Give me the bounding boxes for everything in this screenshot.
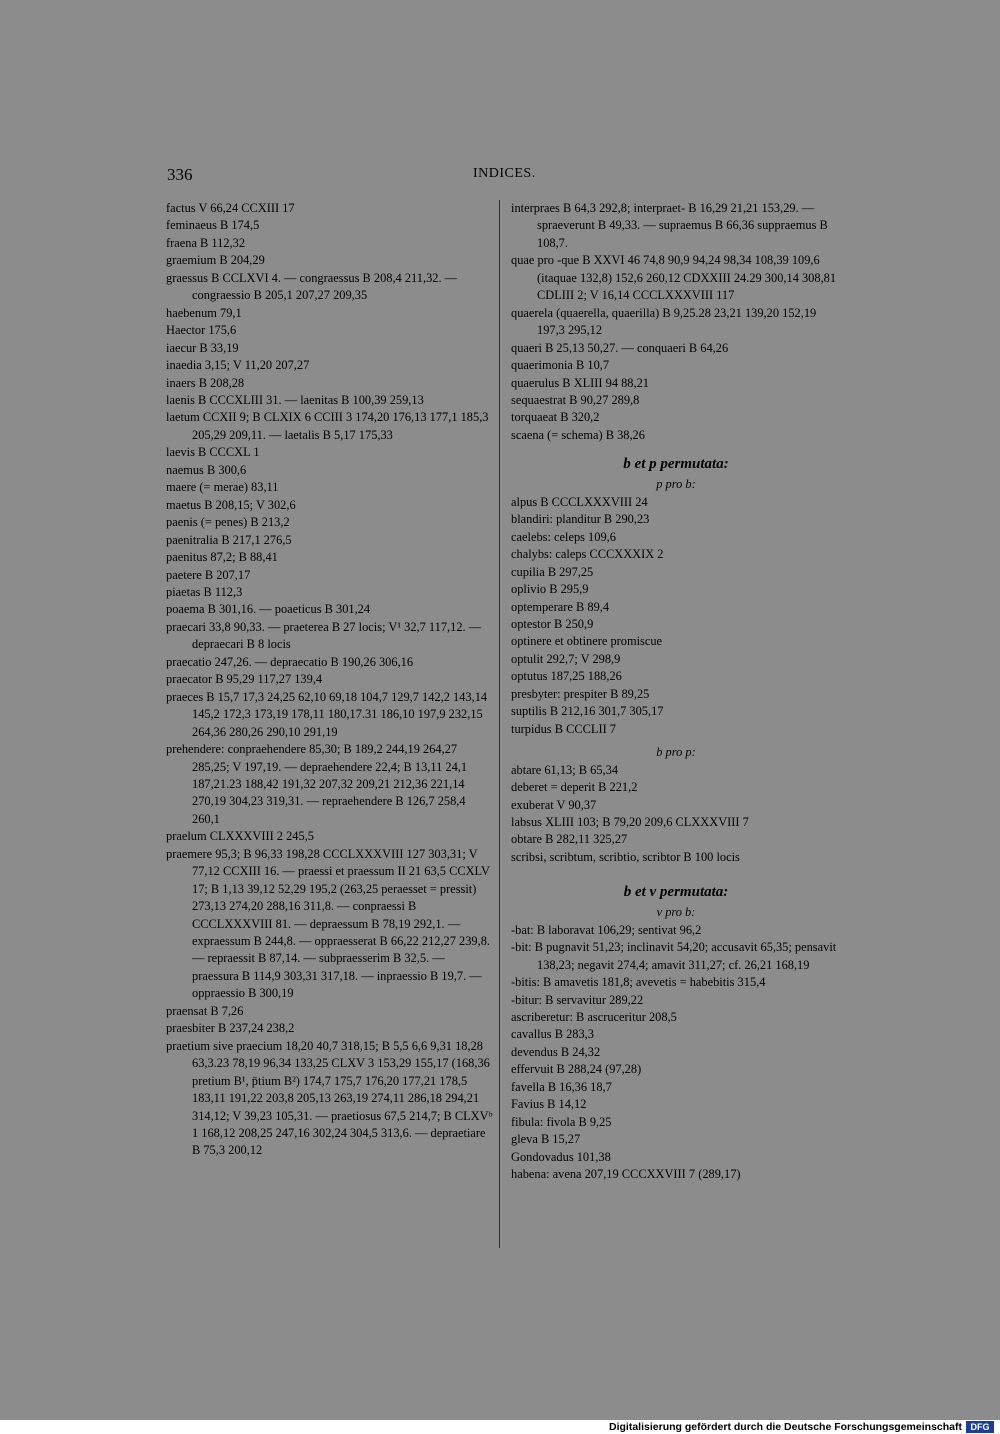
entry-headword: cupilia bbox=[511, 564, 545, 579]
entry-references: (= penes) B 213,2 bbox=[197, 515, 290, 530]
index-entry bbox=[511, 974, 841, 991]
index-entry bbox=[511, 616, 841, 633]
entry-headword: graessus bbox=[166, 270, 208, 285]
entry-headword: optutus bbox=[511, 669, 548, 684]
subsection-title-v-pro-b: v pro b: bbox=[656, 905, 696, 920]
entry-headword: abtare bbox=[511, 762, 542, 777]
index-entry bbox=[166, 654, 494, 671]
entry-headword: factus bbox=[166, 201, 196, 215]
entry-headword: praelum bbox=[166, 829, 207, 844]
entry-references: B 25,13 50,27. — conquaeri B 64,26 bbox=[541, 340, 729, 355]
index-entry bbox=[166, 200, 494, 217]
entry-headword: paenis bbox=[166, 515, 198, 530]
index-entry bbox=[166, 357, 494, 374]
entry-references: B pugnavit 51,23; inclinavit 54,20; accusavit 65,35; pensavit 138,23; negavit 274,4; amavit 311,27; cf. 26,21 168,19 bbox=[531, 940, 837, 972]
entry-headword: chalybs: bbox=[511, 547, 553, 562]
footer-bar bbox=[0, 1420, 1000, 1434]
subsection-title-p-pro-b: p pro b: bbox=[656, 477, 696, 492]
entry-headword: oplivio bbox=[511, 582, 547, 597]
entry-headword: favella bbox=[511, 1079, 545, 1094]
index-entry bbox=[511, 779, 841, 796]
entry-headword: Haector bbox=[166, 323, 206, 338]
entry-headword: presbyter: bbox=[511, 686, 561, 701]
section-title-bp: b et p permutata: bbox=[623, 456, 729, 473]
index-entry bbox=[511, 1026, 841, 1043]
entry-references: B 297,25 bbox=[544, 564, 594, 579]
entry-references: B servavitur 289,22 bbox=[541, 992, 644, 1007]
entry-references: B CCLXVI 4. — congraessus B 208,4 211,32. — congraessio B 205,1 207,27 209,35 bbox=[192, 270, 458, 303]
index-entry bbox=[511, 1114, 841, 1131]
left-column bbox=[166, 200, 494, 1160]
entry-references: B 282,11 325,27 bbox=[541, 832, 628, 847]
entry-references: 3,15; V 11,20 207,27 bbox=[201, 358, 310, 373]
index-entry bbox=[511, 1044, 841, 1061]
entry-references: 175,6 bbox=[205, 323, 237, 338]
index-entry bbox=[166, 514, 494, 531]
index-entry bbox=[166, 252, 494, 269]
entry-references: B 33,19 bbox=[196, 340, 239, 355]
index-entry bbox=[166, 671, 494, 688]
entries-v-pro-b bbox=[511, 922, 841, 1184]
entry-references: et obtinere promiscue bbox=[551, 634, 663, 649]
entry-references: B 207,17 bbox=[201, 567, 251, 582]
index-entry bbox=[511, 992, 841, 1009]
index-entry bbox=[166, 741, 494, 828]
entry-headword: deberet bbox=[511, 780, 548, 795]
entry-references: 61,13; B 65,34 bbox=[541, 762, 619, 777]
entry-headword: prehendere: bbox=[166, 742, 225, 757]
entry-references: B 14,12 bbox=[544, 1097, 587, 1112]
entry-references: B 250,9 bbox=[550, 616, 594, 631]
entry-headword: laetum bbox=[166, 410, 200, 425]
entry-headword: quae bbox=[511, 253, 535, 268]
entry-references: 33,8 90,33. — praeterea B 27 locis; V¹ 32,7 117,12. — depraecari B 8 locis bbox=[192, 619, 482, 652]
entry-references: B 204,29 bbox=[216, 253, 265, 268]
entry-references: (= merae) 83,11 bbox=[196, 480, 279, 495]
entry-headword: maere bbox=[166, 480, 197, 495]
entry-headword: quaerela bbox=[511, 305, 553, 320]
entry-headword: -bit: bbox=[511, 940, 532, 955]
entry-references: B CCCXLIII 31. — laenitas B 100,39 259,13 bbox=[194, 392, 424, 407]
entry-headword: optemperare bbox=[511, 599, 573, 614]
entry-references: (= schema) B 38,26 bbox=[544, 427, 645, 442]
entry-references: B 208,15; V 302,6 bbox=[201, 497, 296, 512]
entry-headword: suptilis bbox=[511, 704, 547, 719]
index-entry bbox=[511, 939, 841, 974]
index-entry bbox=[166, 305, 494, 322]
entries-b-pro-p bbox=[511, 762, 841, 867]
entry-headword: quaeri bbox=[511, 340, 542, 355]
entry-headword: fraena bbox=[166, 235, 197, 250]
index-entry bbox=[166, 567, 494, 584]
entry-references: 247,26. — depraecatio B 190,26 306,16 bbox=[211, 654, 414, 669]
index-entry bbox=[511, 200, 841, 252]
entry-references: celeps 109,6 bbox=[550, 529, 616, 544]
index-entry bbox=[511, 340, 841, 357]
entry-headword: poaema bbox=[166, 602, 205, 617]
entry-references: B 64,3 292,8; interpraet- B 16,29 21,21 153,29. — spraeverunt B 49,33. — supraemus B 66,36 suppraemus B 108,7. bbox=[537, 201, 828, 250]
entry-references: V 66,24 CCXIII 17 bbox=[195, 201, 295, 215]
entry-references: 87,2; B 88,41 bbox=[207, 550, 278, 565]
index-entry bbox=[166, 217, 494, 234]
entry-headword: graemium bbox=[166, 253, 217, 268]
entry-headword: praecator bbox=[166, 672, 213, 687]
index-entry bbox=[511, 922, 841, 939]
entry-headword: feminaeus bbox=[166, 218, 217, 233]
entry-references: CCXII 9; B CLXIX 6 CCIII 3 174,20 176,13 177,1 185,3 205,29 209,11. — laetalis B 5,17 175,33 bbox=[192, 410, 489, 442]
entry-headword: haebenum bbox=[166, 305, 217, 320]
index-entry bbox=[166, 1020, 494, 1037]
entry-headword: piaetas bbox=[166, 584, 201, 599]
entry-references: B 320,2 bbox=[557, 410, 600, 425]
entry-headword: inaedia bbox=[166, 358, 202, 373]
entry-references: B 212,16 301,7 305,17 bbox=[546, 704, 664, 719]
index-entry bbox=[511, 409, 841, 426]
entry-headword: praetium bbox=[166, 1038, 211, 1053]
entry-headword: sequaestrat bbox=[511, 392, 567, 407]
index-entry bbox=[511, 1096, 841, 1113]
entry-references: B XLIII 94 88,21 bbox=[559, 375, 649, 390]
entry-references: B 112,32 bbox=[196, 235, 246, 250]
index-entry bbox=[511, 814, 841, 831]
index-entry bbox=[166, 235, 494, 252]
entry-references: B 89,4 bbox=[572, 599, 610, 614]
entry-references: 101,38 bbox=[573, 1149, 611, 1164]
index-entry bbox=[511, 511, 841, 528]
index-entry bbox=[166, 846, 494, 1003]
index-entry bbox=[166, 322, 494, 339]
entry-headword: quaerulus bbox=[511, 375, 560, 390]
entry-references: 292,7; V 298,9 bbox=[543, 651, 621, 666]
index-entry bbox=[166, 409, 494, 444]
entry-references: B 300,6 bbox=[203, 462, 247, 477]
entry-references: B 217,1 276,5 bbox=[218, 532, 292, 547]
index-entry bbox=[511, 1149, 841, 1166]
entry-references: B 95,29 117,27 139,4 bbox=[212, 672, 323, 687]
entry-headword: paetere bbox=[166, 567, 202, 582]
entry-headword: exuberat bbox=[511, 797, 554, 812]
entry-references: XLIII 103; B 79,20 209,6 CLXXXVIII 7 bbox=[541, 814, 749, 829]
index-entry bbox=[166, 828, 494, 845]
right-column bbox=[511, 200, 841, 1184]
entry-references: caleps CCCXXXIX 2 bbox=[552, 547, 664, 562]
entry-headword: habena: bbox=[511, 1167, 550, 1182]
index-entry bbox=[166, 270, 494, 305]
entry-references: conpraehendere 85,30; B 189,2 244,19 264,27 285,25; V 197,19. — depraehendere 22,4; B 13,11 24,1 187,21.23 188,42 191,32 207,32 209,21 212,36 221,14 270,19 304,23 319,31. — repraehendere B 126,7 258,4 260,1 bbox=[192, 742, 468, 826]
entry-references: B 16,36 18,7 bbox=[544, 1079, 612, 1094]
entry-headword: laevis bbox=[166, 445, 195, 460]
entry-references: B CCCXL 1 bbox=[194, 445, 260, 460]
right-top-entries bbox=[511, 200, 841, 444]
entry-references: V 90,37 bbox=[553, 797, 597, 812]
entry-references: B CCCLII 7 bbox=[551, 721, 616, 736]
index-entry bbox=[511, 849, 841, 866]
entry-references: fivola B 9,25 bbox=[543, 1114, 612, 1129]
entry-references: B 112,3 bbox=[200, 584, 243, 599]
entry-references: planditur B 290,23 bbox=[552, 512, 650, 527]
entry-references: (quaerella, quaerilla) B 9,25.28 23,21 139,20 152,19 197,3 295,12 bbox=[537, 305, 817, 338]
entry-headword: optestor bbox=[511, 616, 551, 631]
index-entry bbox=[511, 1131, 841, 1148]
index-entry bbox=[511, 427, 841, 444]
entry-references: B 237,24 238,2 bbox=[214, 1021, 295, 1036]
entry-headword: Gondovadus bbox=[511, 1149, 574, 1164]
entry-headword: naemus bbox=[166, 462, 204, 477]
entry-references: avena 207,19 CCCXXVIII 7 (289,17) bbox=[549, 1167, 741, 1182]
entry-headword: scribsi, bbox=[511, 849, 547, 864]
entry-references: CLXXXVIII 2 245,5 bbox=[206, 829, 314, 844]
entry-references: B 208,28 bbox=[195, 375, 245, 390]
entry-headword: gleva bbox=[511, 1132, 538, 1147]
index-entry bbox=[511, 686, 841, 703]
entry-headword: fibula: bbox=[511, 1114, 544, 1129]
entry-references: B 90,27 289,8 bbox=[566, 392, 640, 407]
index-entry bbox=[511, 633, 841, 650]
index-entry bbox=[166, 1038, 494, 1160]
index-entry bbox=[511, 1079, 841, 1096]
index-entry bbox=[166, 601, 494, 618]
entry-references: B 15,27 bbox=[537, 1132, 581, 1147]
entry-headword: cavallus bbox=[511, 1027, 552, 1042]
index-entry bbox=[511, 392, 841, 409]
entry-headword: Favius bbox=[511, 1097, 545, 1112]
entry-references: B amavetis 181,8; avevetis = habebitis 315,4 bbox=[539, 975, 766, 990]
index-entry bbox=[511, 703, 841, 720]
entry-headword: labsus bbox=[511, 814, 542, 829]
entry-headword: scaena bbox=[511, 427, 545, 442]
entry-headword: caelebs: bbox=[511, 529, 551, 544]
entry-references: B CCCLXXXVIII 24 bbox=[537, 494, 648, 509]
index-entry bbox=[511, 529, 841, 546]
entry-headword: blandiri: bbox=[511, 512, 553, 527]
index-entry bbox=[511, 305, 841, 340]
entry-references: sive praecium 18,20 40,7 318,15; B 5,5 6,6 9,31 18,28 63,3.23 78,19 96,34 133,25 CLXV 3 153,29 155,17 (168,36 pretium B¹, p̄tium B²) 174,7 175,7 176,20 177,21 178,5 183,11 191,22 203,8 205,13 263,19 274,11 286,18 294,21 314,12; V 39,23 105,31. — praetiosus 67,5 214,7; B CLXVᵇ 1 168,12 208,25 247,16 302,24 304,5 313,6. — depraetiare B 75,3 200,12 bbox=[192, 1038, 493, 1158]
entry-headword: ascriberetur: bbox=[511, 1010, 573, 1025]
entry-references: B 301,16. — poaeticus B 301,24 bbox=[204, 602, 371, 617]
page-number: 336 bbox=[167, 165, 193, 184]
entry-headword: optinere bbox=[511, 634, 552, 649]
entry-headword: devendus bbox=[511, 1044, 558, 1059]
index-entry bbox=[511, 831, 841, 848]
entry-headword: -bitur: bbox=[511, 992, 542, 1007]
entry-headword: torquaeat bbox=[511, 410, 558, 425]
entry-references: 79,1 bbox=[216, 305, 242, 320]
index-entry bbox=[511, 668, 841, 685]
index-entry bbox=[511, 1061, 841, 1078]
entry-headword: praeces bbox=[166, 689, 204, 704]
index-entry bbox=[166, 479, 494, 496]
index-entry bbox=[166, 375, 494, 392]
index-entry bbox=[166, 462, 494, 479]
index-entry bbox=[166, 340, 494, 357]
index-entry bbox=[166, 1003, 494, 1020]
index-entry bbox=[511, 494, 841, 511]
entry-headword: praemere bbox=[166, 846, 213, 861]
entry-headword: paenitralia bbox=[166, 532, 219, 547]
entry-headword: praecatio bbox=[166, 654, 212, 669]
index-entry bbox=[511, 581, 841, 598]
entry-headword: iaecur bbox=[166, 340, 197, 355]
entry-headword: laenis bbox=[166, 392, 195, 407]
entry-headword: -bitis: bbox=[511, 975, 540, 990]
index-entry bbox=[166, 619, 494, 654]
index-entry bbox=[511, 762, 841, 779]
entry-references: 187,25 188,26 bbox=[547, 669, 622, 684]
section-title-bv: b et v permutata: bbox=[623, 884, 729, 901]
entry-headword: interpraes bbox=[511, 201, 560, 215]
entry-headword: quaerimonia bbox=[511, 358, 573, 373]
index-entry bbox=[511, 1166, 841, 1183]
entry-headword: optulit bbox=[511, 651, 544, 666]
index-entry bbox=[166, 392, 494, 409]
index-entry bbox=[166, 549, 494, 566]
entry-references: = deperit B 221,2 bbox=[547, 780, 638, 795]
entry-headword: praensat bbox=[166, 1003, 208, 1018]
index-entry bbox=[511, 357, 841, 374]
entry-references: B 24,32 bbox=[557, 1044, 601, 1059]
entry-references: B 15,7 17,3 24,25 62,10 69,18 104,7 129,7 142,2 143,14 145,2 172,3 173,19 178,11 180,17.31 186,10 197,9 232,15 264,36 280,26 290,10 291,19 bbox=[192, 689, 488, 739]
entry-headword: praesbiter bbox=[166, 1021, 215, 1036]
column-divider bbox=[499, 200, 500, 1248]
entry-references: B laboravat 106,29; sentivat 96,2 bbox=[533, 922, 702, 937]
entry-headword: maetus bbox=[166, 497, 202, 512]
index-entry bbox=[511, 1009, 841, 1026]
entry-references: B 288,24 (97,28) bbox=[553, 1062, 642, 1077]
index-entry bbox=[166, 689, 494, 741]
index-entry bbox=[511, 651, 841, 668]
entry-references: B 295,9 bbox=[546, 582, 589, 597]
index-entry bbox=[511, 599, 841, 616]
subsection-title-b-pro-p: b pro p: bbox=[656, 745, 696, 760]
entry-references: B 7,26 bbox=[207, 1003, 244, 1018]
index-entry bbox=[511, 721, 841, 738]
entry-references: scribtum, scribtio, scribtor B 100 locis bbox=[546, 849, 740, 864]
index-entry bbox=[511, 564, 841, 581]
entry-headword: inaers bbox=[166, 375, 196, 390]
index-entry bbox=[166, 584, 494, 601]
entry-headword: obtare bbox=[511, 832, 542, 847]
entry-references: 95,3; B 96,33 198,28 CCCLXXXVIII 127 303,31; V 77,12 CCXIII 16. — praessi et praessum II 21 63,5 CCXLV 17; B 1,13 39,12 52,29 195,2 (263,25 peraesset = pressit) 273,13 274,20 288,16 311,8. — conpraessi B CCCLXXXVIII 81. — depraessum B 78,19 292,1. — expraessum B 244,8. — oppraesserat B 66,22 212,27 239,8. — repraessit B 87,14. — subpraesserim B 32,5. — praessura B 114,9 303,31 317,18. — inpraessio B 19,7. — oppraessio B 300,19 bbox=[192, 846, 491, 1001]
index-entry bbox=[166, 532, 494, 549]
entries-p-pro-b bbox=[511, 494, 841, 738]
footer-credit: Digitalisierung gefördert durch die Deutsche Forschungsgemeinschaft bbox=[609, 1421, 962, 1433]
entry-headword: alpus bbox=[511, 494, 538, 509]
entry-headword: turpidus bbox=[511, 721, 552, 736]
running-header: INDICES. bbox=[473, 166, 536, 181]
index-entry bbox=[511, 546, 841, 563]
index-entry bbox=[511, 375, 841, 392]
index-entry bbox=[166, 444, 494, 461]
index-entry bbox=[166, 497, 494, 514]
index-entry bbox=[511, 797, 841, 814]
entry-references: pro -que B XXVI 46 74,8 90,9 94,24 98,34 108,39 109,6 (itaquae 132,8) 152,6 260,12 CDXXIII 24.29 300,14 308,81 CDLIII 2; V 16,14 CCCLXXXVIII 117 bbox=[534, 253, 837, 303]
entry-headword: -bat: bbox=[511, 922, 534, 937]
entry-references: B ascruceritur 208,5 bbox=[572, 1010, 677, 1025]
entry-headword: praecari bbox=[166, 619, 206, 634]
dfg-logo: DFG bbox=[966, 1421, 994, 1433]
entry-references: B 174,5 bbox=[216, 218, 260, 233]
entry-headword: effervuit bbox=[511, 1062, 554, 1077]
entry-headword: paenitus bbox=[166, 550, 208, 565]
entry-references: B 283,3 bbox=[551, 1027, 594, 1042]
entry-references: prespiter B 89,25 bbox=[560, 686, 650, 701]
entry-references: B 10,7 bbox=[572, 358, 610, 373]
index-entry bbox=[511, 252, 841, 304]
